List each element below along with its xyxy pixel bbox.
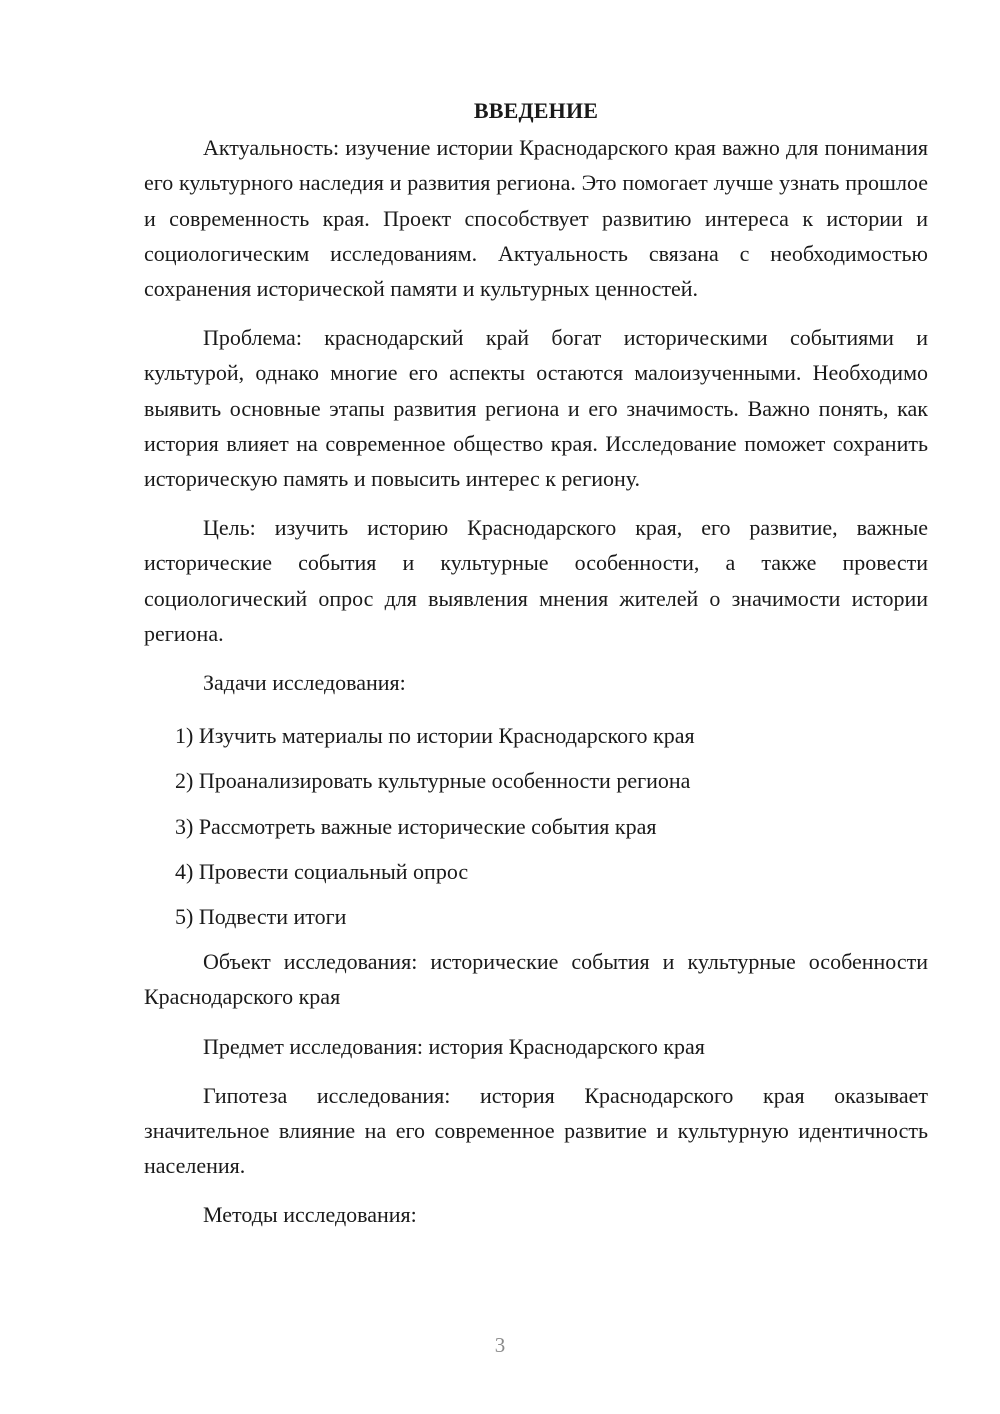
page-content	[144, 93, 928, 1247]
list-item: 5) Подвести итоги	[175, 904, 347, 930]
page-number: 3	[494, 1333, 506, 1357]
list-item: 1) Изучить материалы по истории Краснодарского края	[175, 723, 695, 749]
paragraph-methods: Методы исследования:	[203, 1202, 417, 1228]
tasks-list	[144, 718, 928, 934]
tasks-heading: Задачи исследования:	[203, 670, 406, 696]
paragraph-problem: Проблема: краснодарский край богат историческими событиями и культурой, однако многие его аспекты остаются малоизученными. Необходимо выявить основные этапы развития региона и его значимость. Важно понять, как история влияет на современное общество края. Исследование поможет сохранить историческую память и повысить интерес к региону.	[144, 325, 928, 492]
list-item: 3) Рассмотреть важные исторические события края	[175, 813, 657, 839]
paragraph-hypothesis: Гипотеза исследования: история Краснодарского края оказывает значительное влияние на его современное развитие и культурную идентичность населения.	[144, 1082, 928, 1179]
list-item: 4) Провести социальный опрос	[175, 858, 469, 884]
paragraph-subject: Предмет исследования: история Краснодарского края	[203, 1033, 705, 1059]
section-title: ВВЕДЕНИЕ	[473, 98, 599, 123]
paragraph-goal: Цель: изучить историю Краснодарского края, его развитие, важные исторические события и культурные особенности, а также провести социологический опрос для выявления мнения жителей о значимости истории региона.	[144, 515, 928, 646]
paragraph-object: Объект исследования: исторические события и культурные особенности Краснодарского края	[144, 949, 928, 1010]
paragraph-relevance: Актуальность: изучение истории Краснодарского края важно для понимания его культурного наследия и развития региона. Это помогает лучше узнать прошлое и современность края. Проект способствует развитию интереса к истории и социологическим исследованиям. Актуальность связана с необходимостью сохранения исторической памяти и культурных ценностей.	[144, 135, 928, 302]
list-item: 2) Проанализировать культурные особенности региона	[175, 768, 691, 794]
